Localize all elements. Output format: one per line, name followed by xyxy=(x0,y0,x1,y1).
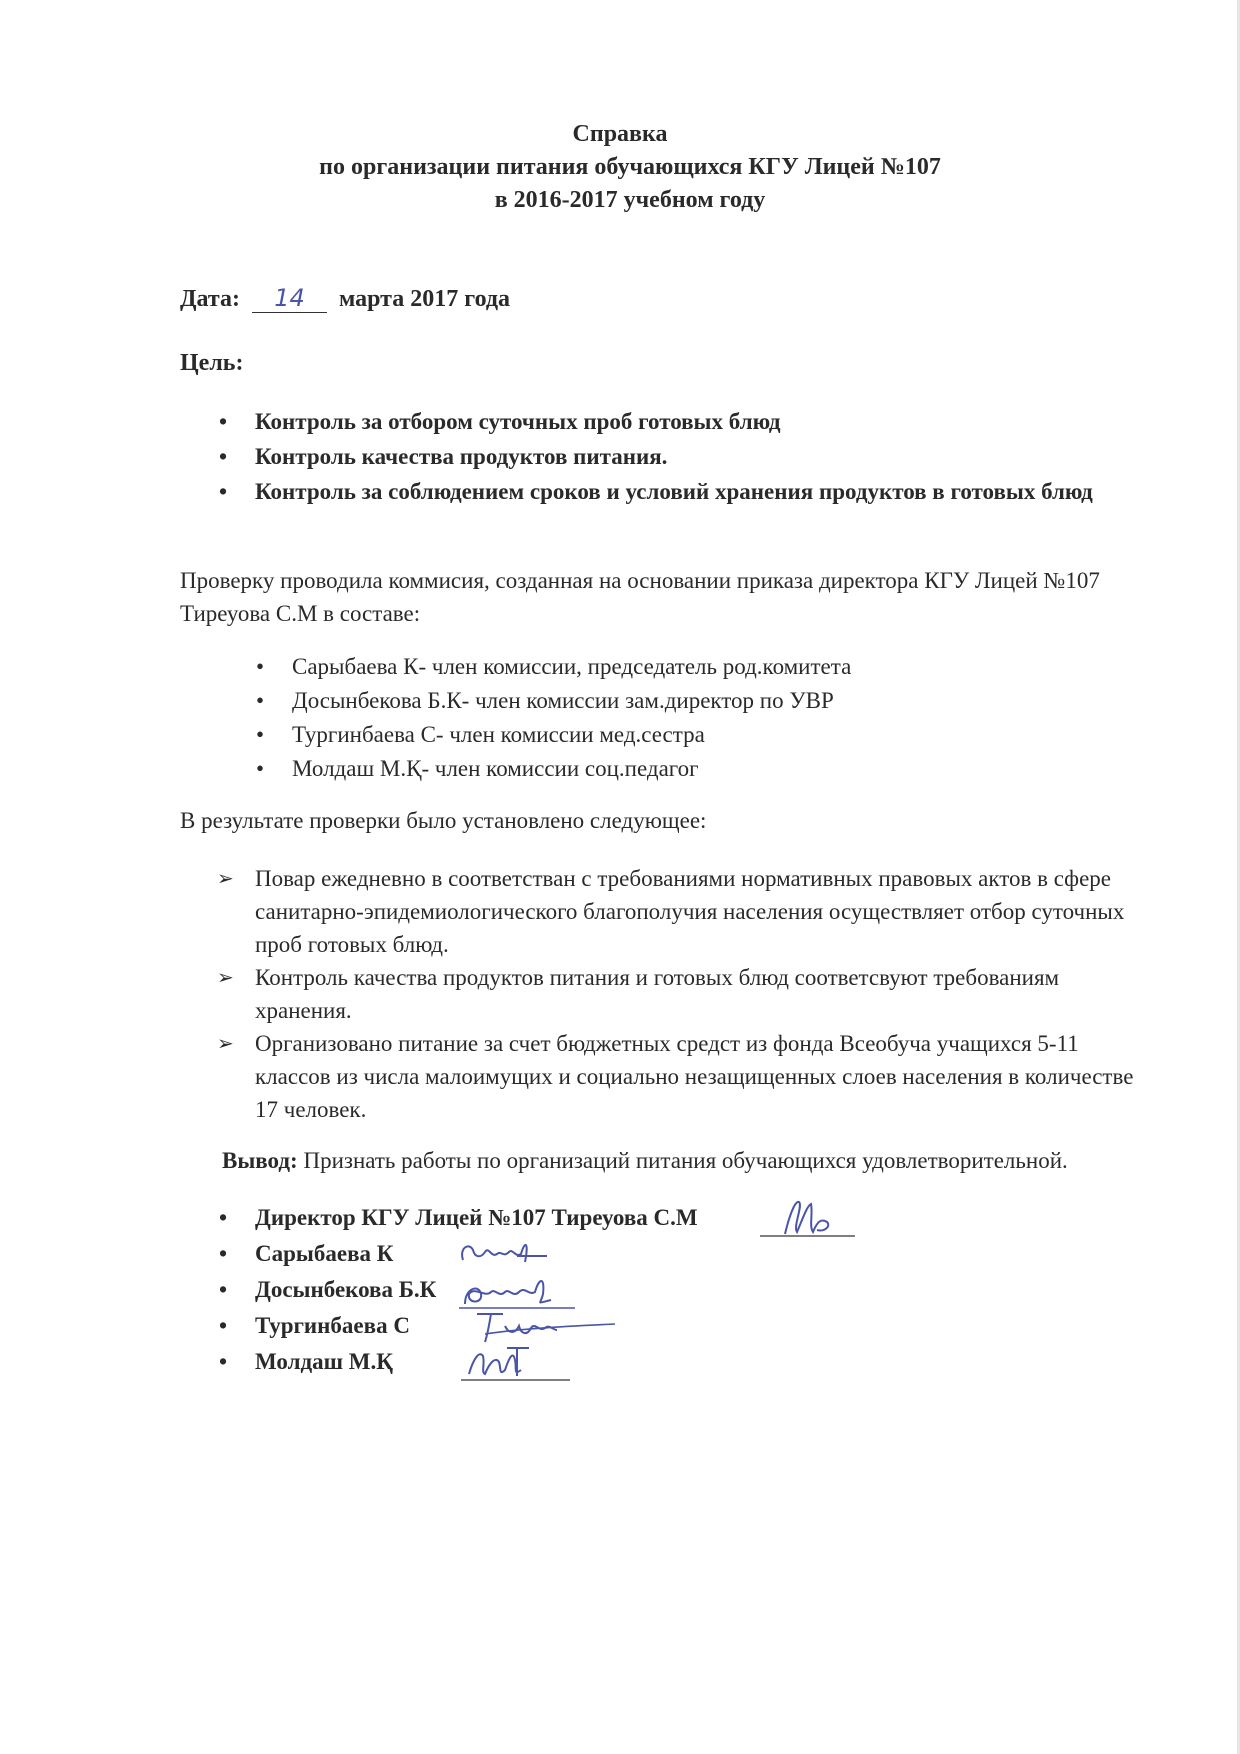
goal-label: Цель: xyxy=(180,350,244,376)
signatory-name: Сарыбаева К xyxy=(255,1241,394,1266)
signatory-name: Директор КГУ Лицей №107 Тиреуова С.М xyxy=(255,1205,698,1230)
signatory-name: Досынбекова Б.К xyxy=(255,1277,437,1302)
signature-row xyxy=(215,1344,1115,1380)
signatory-name: Тургинбаева С xyxy=(255,1313,410,1338)
conclusion xyxy=(222,1148,1182,1174)
signature-row xyxy=(215,1272,1115,1308)
conclusion-text: Признать работы по организаций питания обучающихся удовлетворительной. xyxy=(297,1148,1068,1173)
list-item: • Молдаш М.Қ- член комиссии соц.педагог xyxy=(250,752,1130,786)
list-item: • Контроль за соблюдением сроков и условий хранения продуктов в готовых блюд xyxy=(215,476,1135,507)
document-subtitle-1: по организации питания обучающихся КГУ Лицей №107 xyxy=(319,154,941,180)
findings-list xyxy=(215,862,1145,1126)
signature-row xyxy=(215,1308,1115,1344)
signature-row xyxy=(215,1236,1115,1272)
goal-list xyxy=(215,406,1135,511)
commission-member-list xyxy=(250,650,1130,786)
document-heading xyxy=(0,118,1240,217)
list-item: ➢ Организовано питание за счет бюджетных средст из фонда Всеобуча учащихся 5-11 классов из числа малоимущих и социально незащищенных слоев населения в количестве 17 человек. xyxy=(215,1027,1145,1126)
signature-scribble xyxy=(455,1336,575,1388)
list-item: ➢ Повар ежедневно в соответстван с требованиями нормативных правовых актов в сфере санитарно-эпидемиологического благополучия населения осуществляет отбор суточных проб готовых блюд. xyxy=(215,862,1145,961)
list-item: • Тургинбаева С- член комиссии мед.сестра xyxy=(250,718,1130,752)
list-item: • Сарыбаева К- член комиссии, председатель род.комитета xyxy=(250,650,1130,684)
commission-intro: Проверку проводила коммисия, созданная на основании приказа директора КГУ Лицей №107 Тиреуова С.М в составе: xyxy=(180,568,1100,626)
signature-list xyxy=(215,1200,1115,1380)
signature-row xyxy=(215,1200,1115,1236)
list-item: • Контроль качества продуктов питания. xyxy=(215,441,1135,472)
signatory-name: Молдаш М.Қ xyxy=(255,1349,393,1374)
date-label: Дата: xyxy=(180,286,240,312)
document-title: Справка xyxy=(572,121,668,147)
date-day-handwritten: 14 xyxy=(252,284,327,313)
results-intro: В результате проверки было установлено следующее: xyxy=(180,808,707,833)
document-subtitle-2: в 2016-2017 учебном году xyxy=(494,187,766,213)
list-item: ➢ Контроль качества продуктов питания и готовых блюд соответсвуют требованиям хранения. xyxy=(215,961,1145,1027)
list-item: • Контроль за отбором суточных проб готовых блюд xyxy=(215,406,1135,437)
list-item: • Досынбекова Б.К- член комиссии зам.директор по УВР xyxy=(250,684,1130,718)
date-line xyxy=(180,284,510,313)
date-rest: марта 2017 года xyxy=(338,286,511,312)
conclusion-label: Вывод: xyxy=(222,1148,298,1173)
